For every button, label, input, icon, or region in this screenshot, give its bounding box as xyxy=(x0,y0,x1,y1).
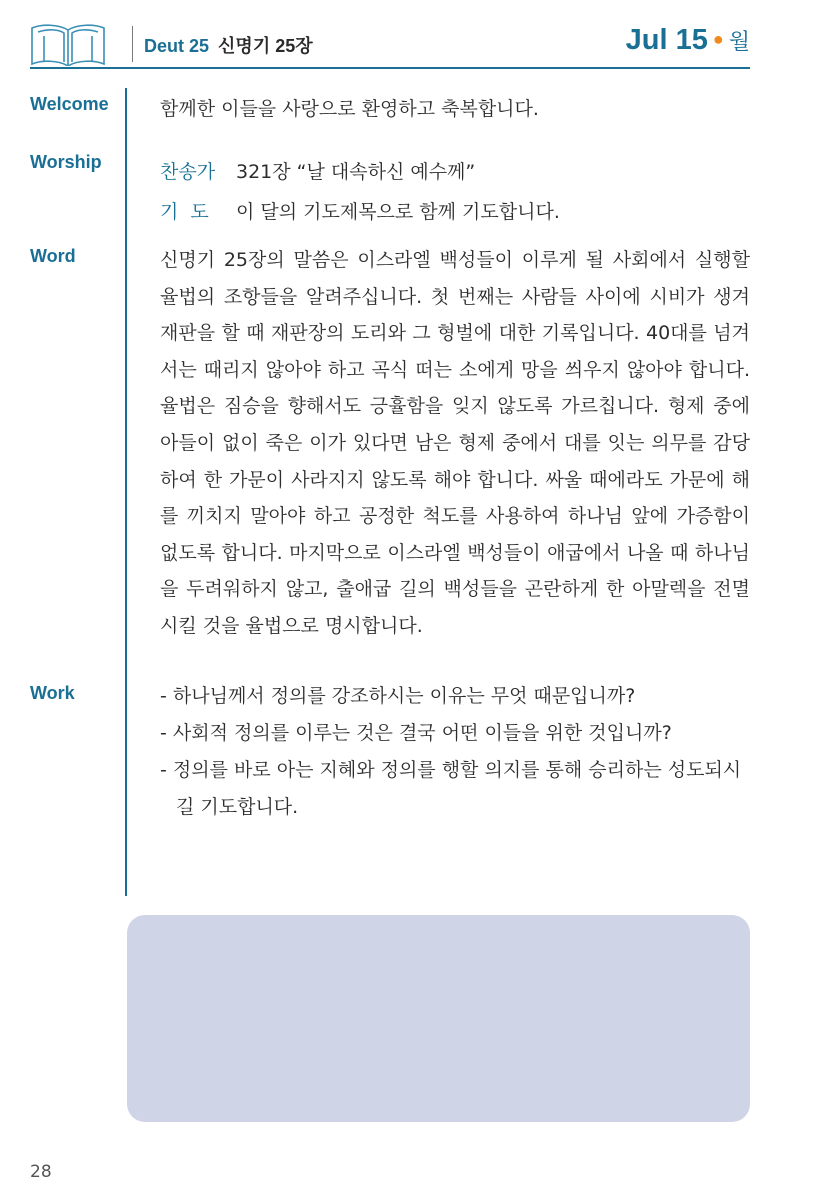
work-item: - 하나님께서 정의를 강조하시는 이유는 무엇 때문입니까? xyxy=(160,685,636,707)
prayer-text: 이 달의 기도제목으로 함께 기도합니다. xyxy=(236,201,560,223)
worship-content xyxy=(160,152,750,232)
open-book-icon xyxy=(30,20,106,66)
work-label: Work xyxy=(30,683,75,703)
hymn-label: 찬송가 xyxy=(160,161,216,183)
word-text: 신명기 25장의 말씀은 이스라엘 백성들이 이루게 될 사회에서 실행할 율법의 조항들을 알려주십니다. 첫 번째는 사람들 사이에 시비가 생겨 재판을 할 때 재판장의 도리와 그 형벌에 대한 기록입니다. 40대를 넘겨서는 때리지 않아야 하고 곡식 떠는 소에게 망을 씌우지 않아야 합니다. 율법은 짐승을 향해서도 긍휼함을 잊지 않도록 가르칩니다. 형제 중에 아들이 없이 죽은 이가 있다면 남은 형제 중에서 대를 잇는 의무를 감당하여 한 가문이 사라지지 않도록 해야 합니다. 싸울 때에라도 가문에 해를 끼치지 말아야 하고 공정한 척도를 사용하여 하나님 앞에 가증함이 없도록 합니다. 마지막으로 이스라엘 백성들이 애굽에서 나올 때 하나님을 두려워하지 않고, 출애굽 길의 백성들을 곤란하게 한 아말렉을 전멸시킬 것을 율법으로 명시합니다. xyxy=(160,249,750,637)
worship-label: Worship xyxy=(30,152,102,172)
hymn-row xyxy=(160,152,750,192)
notes-box[interactable] xyxy=(127,915,750,1122)
hymn-text: 321장 “날 대속하신 예수께” xyxy=(236,161,476,183)
weekday-label: 월 xyxy=(728,29,750,54)
work-item: - 정의를 바로 아는 지혜와 정의를 행할 의지를 통해 승리하는 성도되시길 기도합니다. xyxy=(160,759,742,818)
prayer-label: 기 도 xyxy=(160,201,209,223)
header-underline xyxy=(30,67,750,69)
page-number: 28 xyxy=(30,1162,52,1182)
work-list xyxy=(160,678,750,826)
header-divider xyxy=(132,26,133,62)
prayer-row xyxy=(160,192,750,232)
welcome-text: 함께한 이들을 사랑으로 환영하고 축복합니다. xyxy=(160,98,539,120)
section-divider-line xyxy=(125,88,127,896)
header-date xyxy=(626,24,750,57)
header-title xyxy=(144,32,313,58)
book-reference-korean: 신명기 25장 xyxy=(218,36,313,56)
work-item: - 사회적 정의를 이루는 것은 결국 어떤 이들을 위한 것입니까? xyxy=(160,722,672,744)
word-label: Word xyxy=(30,246,76,266)
dot-separator-icon: ● xyxy=(712,29,724,49)
welcome-label: Welcome xyxy=(30,94,109,114)
book-reference: Deut 25 xyxy=(144,36,210,56)
date-label: Jul 15 xyxy=(625,24,708,56)
page-header xyxy=(30,18,750,70)
